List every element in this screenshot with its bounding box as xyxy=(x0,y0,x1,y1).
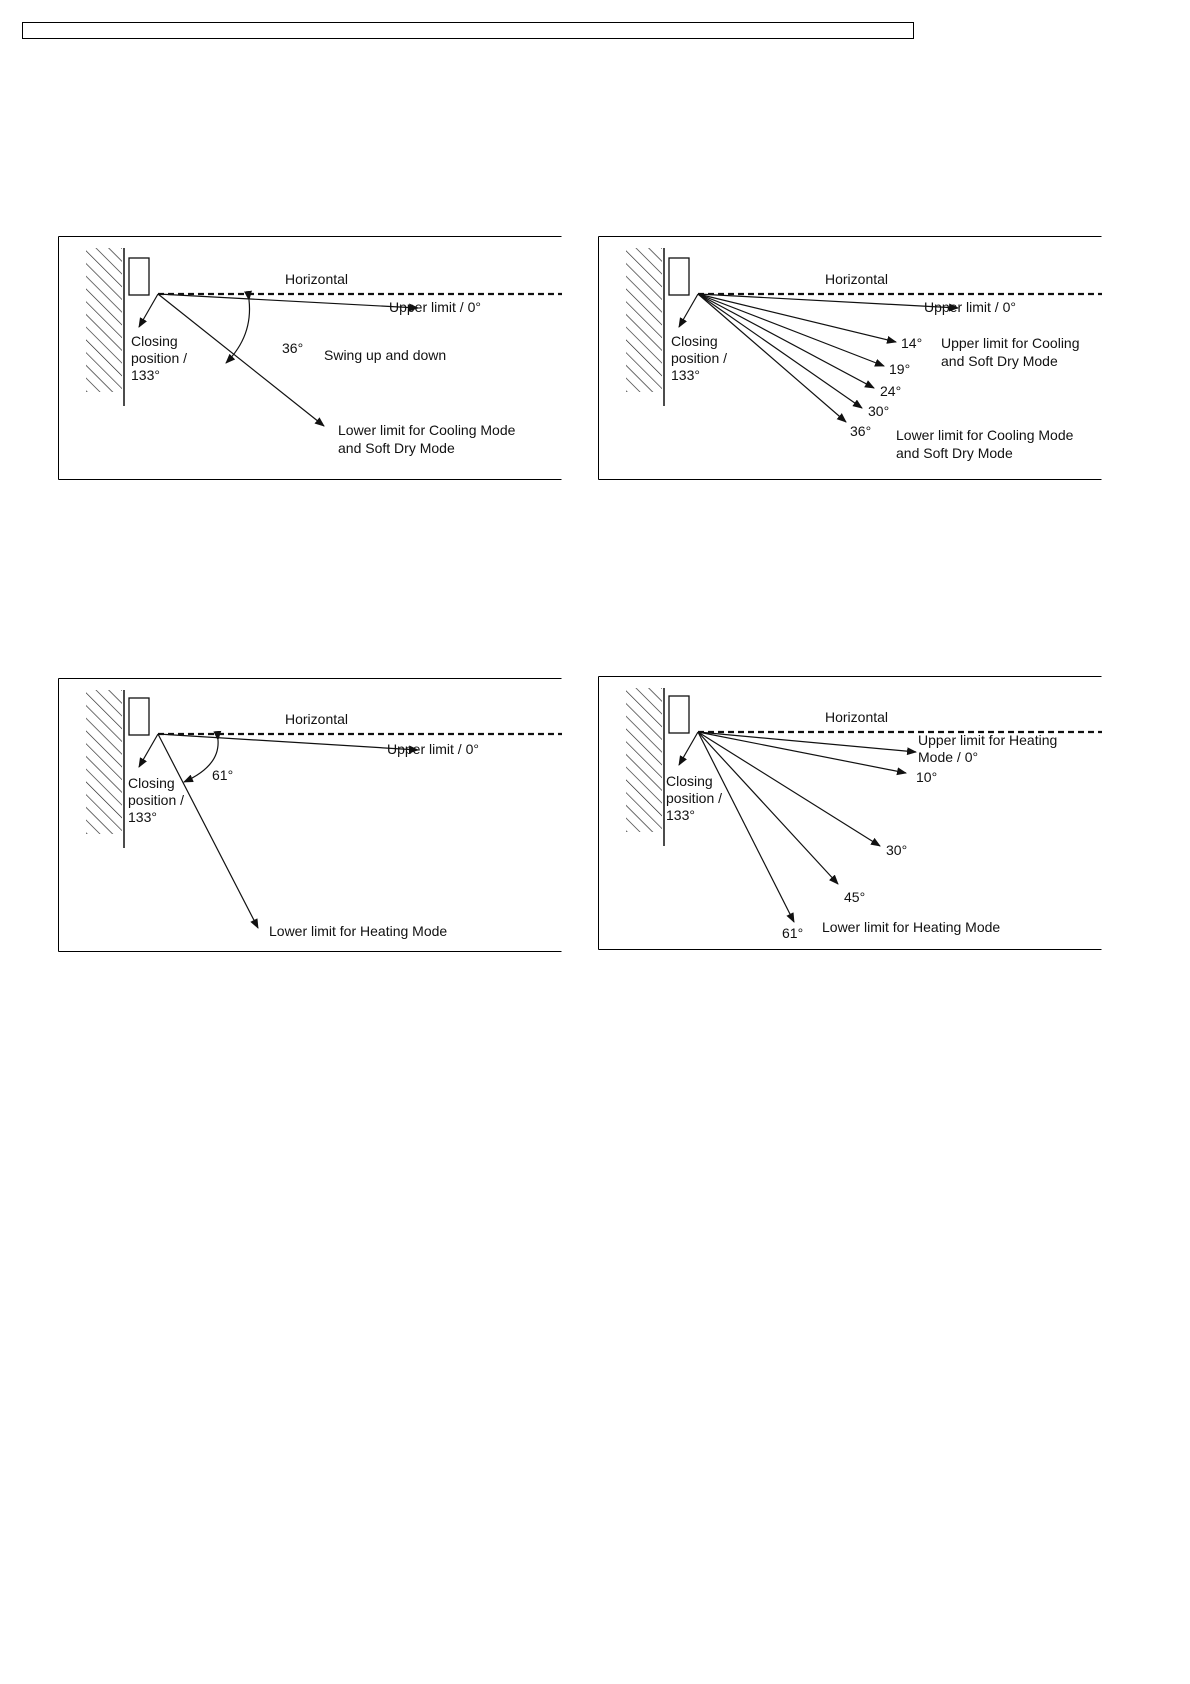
closing-arrow xyxy=(139,734,158,767)
closing-label-2: position / xyxy=(128,792,185,808)
closing-label-3: 133° xyxy=(671,367,700,383)
horizontal-label: Horizontal xyxy=(285,271,349,287)
closing-label-3: 133° xyxy=(131,367,160,383)
swing-label: Swing up and down xyxy=(324,347,447,363)
louver-unit xyxy=(129,698,149,735)
closing-label-2: position / xyxy=(671,350,728,366)
upper-limit-label: Upper limit / 0° xyxy=(387,741,479,757)
closing-label-1: Closing xyxy=(666,773,713,789)
lower-limit-label-1: Lower limit for Cooling Mode xyxy=(338,422,516,438)
lower-limit-label: Lower limit for Heating Mode xyxy=(269,923,448,939)
arrow-61 xyxy=(698,732,794,922)
closing-label-3: 133° xyxy=(666,807,695,823)
lower-limit-label: Lower limit for Heating Mode xyxy=(822,919,1001,935)
closing-label-1: Closing xyxy=(128,775,175,791)
upper-limit-arrow xyxy=(158,734,418,750)
upper-cooling-label-1: Upper limit for Cooling xyxy=(941,335,1080,351)
angle-label-10: 10° xyxy=(916,769,938,785)
closing-label-3: 133° xyxy=(128,809,157,825)
arrow-30 xyxy=(698,732,880,846)
closing-arrow xyxy=(679,294,698,327)
diagram-heating-swing xyxy=(58,678,562,952)
wall-hatch xyxy=(86,248,122,392)
closing-arrow xyxy=(679,732,698,765)
lower-limit-label-1: Lower limit for Cooling Mode xyxy=(896,427,1074,443)
angle-label-30: 30° xyxy=(886,842,908,858)
angle-label-61: 61° xyxy=(782,925,804,941)
horizontal-label: Horizontal xyxy=(825,271,889,287)
arrow-10 xyxy=(698,732,906,773)
upper-cooling-label-2: and Soft Dry Mode xyxy=(941,353,1058,369)
arrow-24 xyxy=(698,294,874,388)
closing-label-1: Closing xyxy=(671,333,718,349)
upper-limit-arrow xyxy=(698,732,916,752)
wall-hatch xyxy=(626,688,662,832)
diagram-cooling-steps xyxy=(598,236,1102,480)
closing-label-1: Closing xyxy=(131,333,178,349)
angle-label: 36° xyxy=(282,340,304,356)
closing-label-2: position / xyxy=(666,790,723,806)
angle-label-24: 24° xyxy=(880,383,902,399)
horizontal-label: Horizontal xyxy=(825,709,889,725)
angle-label-14: 14° xyxy=(901,335,923,351)
louver-unit xyxy=(669,258,689,295)
upper-limit-arrow xyxy=(158,294,418,308)
diagram-cooling-swing xyxy=(58,236,562,480)
closing-label-2: position / xyxy=(131,350,188,366)
lower-limit-label-2: and Soft Dry Mode xyxy=(338,440,455,456)
louver-unit xyxy=(129,258,149,295)
upper-limit-arrow xyxy=(698,294,958,308)
angle-label: 61° xyxy=(212,767,234,783)
upper-limit-label: Upper limit / 0° xyxy=(389,299,481,315)
angle-label-19: 19° xyxy=(889,361,911,377)
arrow-14 xyxy=(698,294,896,342)
header-bar xyxy=(22,22,914,39)
horizontal-label: Horizontal xyxy=(285,711,349,727)
arrow-45 xyxy=(698,732,838,884)
angle-label-36: 36° xyxy=(850,423,872,439)
angle-label-30: 30° xyxy=(868,403,890,419)
diagram-heating-steps xyxy=(598,676,1102,950)
wall-hatch xyxy=(626,248,662,392)
angle-arc xyxy=(226,300,250,363)
upper-heating-label-2: Mode / 0° xyxy=(918,749,979,765)
closing-arrow xyxy=(139,294,158,327)
upper-heating-label-1: Upper limit for Heating xyxy=(918,732,1058,748)
louver-unit xyxy=(669,696,689,733)
upper-limit-label: Upper limit / 0° xyxy=(924,299,1016,315)
lower-limit-arrow xyxy=(158,734,258,928)
angle-label-45: 45° xyxy=(844,889,866,905)
wall-hatch xyxy=(86,690,122,834)
lower-limit-label-2: and Soft Dry Mode xyxy=(896,445,1013,461)
